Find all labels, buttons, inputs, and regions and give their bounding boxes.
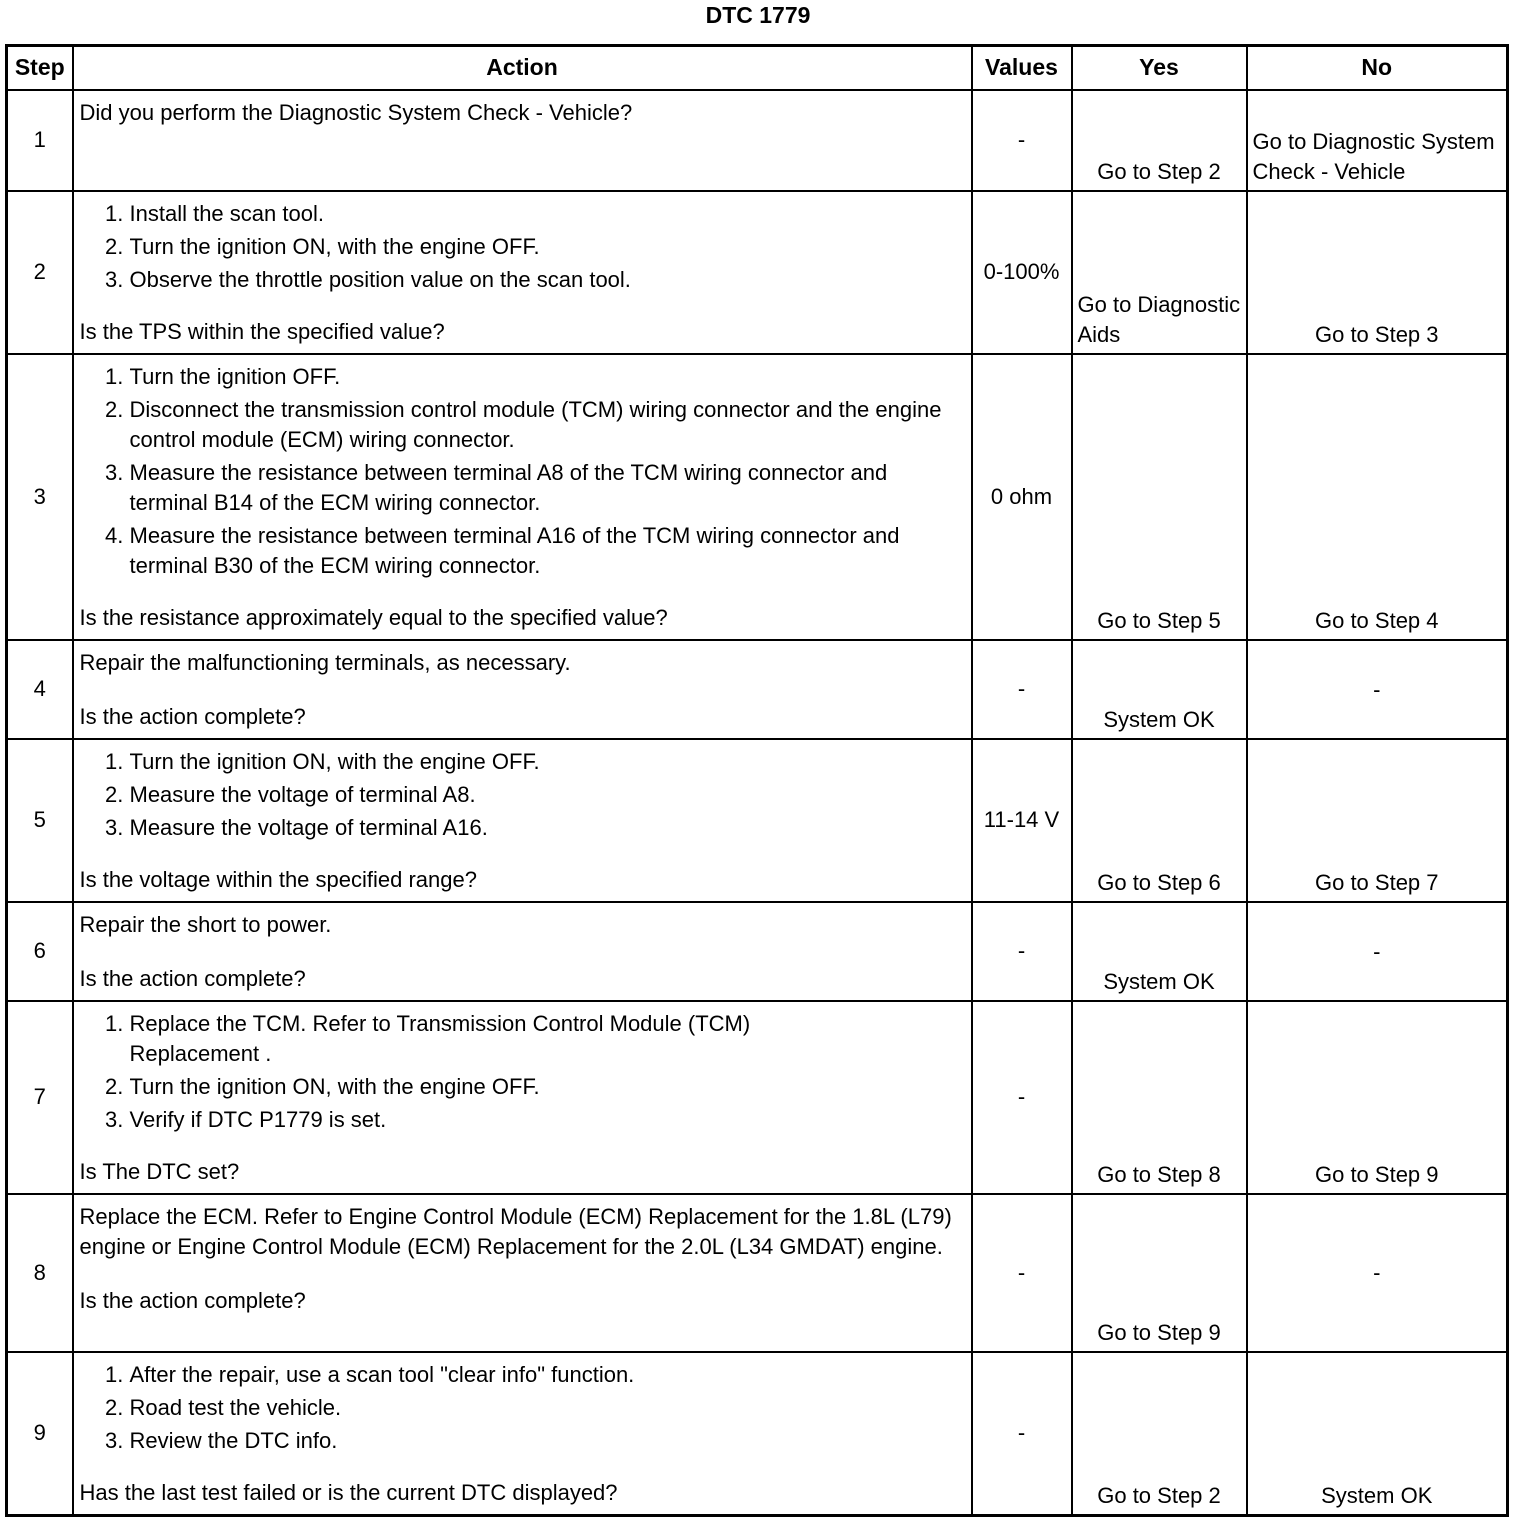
step-number: 2 [7, 191, 73, 354]
document-title: DTC 1779 [705, 2, 811, 28]
action-step: 2. Turn the ignition ON, with the engine OFF. [130, 232, 965, 262]
header-step: Step [7, 46, 73, 90]
no-cell: - [1247, 1194, 1508, 1352]
diagnostic-table [5, 44, 1509, 1517]
table-row [7, 640, 1508, 739]
values-cell: - [972, 1001, 1072, 1194]
action-step: 1. After the repair, use a scan tool "clear info" function. [130, 1360, 965, 1390]
action-question: Is the resistance approximately equal to the specified value? [79, 604, 668, 630]
values-cell: - [972, 1352, 1072, 1516]
table-row [7, 739, 1508, 902]
table-row [7, 1194, 1508, 1352]
yes-cell: System OK [1072, 902, 1247, 1001]
action-cell [73, 1194, 972, 1352]
action-cell [73, 191, 972, 354]
action-step: 1. Turn the ignition OFF. [130, 362, 965, 392]
action-question: Is the TPS within the specified value? [79, 318, 445, 344]
table-header-row [7, 46, 1508, 90]
action-steps [80, 1360, 965, 1456]
no-cell: - [1247, 640, 1508, 739]
step-number: 8 [7, 1194, 73, 1352]
values-cell: - [972, 1194, 1072, 1352]
values-cell: 0 ohm [972, 354, 1072, 640]
step-number: 5 [7, 739, 73, 902]
header-action: Action [73, 46, 972, 90]
action-step: 3. Observe the throttle position value on the scan tool. [130, 265, 965, 295]
table-row [7, 902, 1508, 1001]
yes-cell: Go to Diagnostic Aids [1072, 191, 1247, 354]
table-row [7, 90, 1508, 191]
action-cell [73, 739, 972, 902]
header-values: Values [972, 46, 1072, 90]
action-question: Is the action complete? [79, 965, 306, 991]
values-cell: 0-100% [972, 191, 1072, 354]
step-number: 7 [7, 1001, 73, 1194]
action-cell [73, 902, 972, 1001]
action-cell [73, 90, 972, 191]
action-step: 2. Road test the vehicle. [130, 1393, 965, 1423]
action-cell [73, 1001, 972, 1194]
step-number: 9 [7, 1352, 73, 1516]
action-text: Repair the malfunctioning terminals, as necessary. [79, 649, 571, 675]
action-text: Repair the short to power. [79, 911, 332, 937]
action-cell [73, 1352, 972, 1516]
no-cell: Go to Step 7 [1247, 739, 1508, 902]
no-cell: Go to Diagnostic System Check - Vehicle [1247, 90, 1508, 191]
values-cell: - [972, 90, 1072, 191]
action-cell [73, 640, 972, 739]
action-step: 1. Install the scan tool. [130, 199, 965, 229]
table-row [7, 1352, 1508, 1516]
yes-cell: Go to Step 6 [1072, 739, 1247, 902]
step-number: 4 [7, 640, 73, 739]
action-question: Is the action complete? [79, 1287, 306, 1313]
action-text: Did you perform the Diagnostic System Check - Vehicle? [79, 99, 633, 125]
action-question: Is the voltage within the specified range? [79, 866, 477, 892]
action-step: 3. Measure the resistance between terminal A8 of the TCM wiring connector and terminal B14 of the ECM wiring connector. [130, 458, 965, 518]
action-step: 3. Measure the voltage of terminal A16. [130, 813, 965, 843]
table-row [7, 354, 1508, 640]
step-number: 3 [7, 354, 73, 640]
action-steps [80, 1009, 965, 1135]
step-number: 6 [7, 902, 73, 1001]
action-steps [80, 747, 965, 843]
action-step: 3. Review the DTC info. [130, 1426, 965, 1456]
yes-cell: Go to Step 8 [1072, 1001, 1247, 1194]
header-yes: Yes [1072, 46, 1247, 90]
no-cell: Go to Step 3 [1247, 191, 1508, 354]
no-cell: Go to Step 9 [1247, 1001, 1508, 1194]
action-cell [73, 354, 972, 640]
action-steps [80, 199, 965, 295]
action-step: 2. Turn the ignition ON, with the engine OFF. [130, 1072, 845, 1102]
action-question: Is the action complete? [79, 703, 306, 729]
table-row [7, 191, 1508, 354]
yes-cell: Go to Step 9 [1072, 1194, 1247, 1352]
yes-cell: Go to Step 5 [1072, 354, 1247, 640]
values-cell: 11-14 V [972, 739, 1072, 902]
no-cell: Go to Step 4 [1247, 354, 1508, 640]
yes-cell: Go to Step 2 [1072, 90, 1247, 191]
action-question: Is The DTC set? [79, 1158, 240, 1184]
action-step: 3. Verify if DTC P1779 is set. [130, 1105, 845, 1135]
action-step: 4. Measure the resistance between terminal A16 of the TCM wiring connector and terminal B30 of the ECM wiring connector. [130, 521, 965, 581]
values-cell: - [972, 640, 1072, 739]
action-step: 1. Turn the ignition ON, with the engine OFF. [130, 747, 965, 777]
no-cell: - [1247, 902, 1508, 1001]
yes-cell: Go to Step 2 [1072, 1352, 1247, 1516]
action-question: Has the last test failed or is the current DTC displayed? [79, 1479, 618, 1505]
header-no: No [1247, 46, 1508, 90]
action-step: 1. Replace the TCM. Refer to Transmission Control Module (TCM) Replacement . [130, 1009, 845, 1069]
table-row [7, 1001, 1508, 1194]
action-step: 2. Disconnect the transmission control module (TCM) wiring connector and the engine control module (ECM) wiring connector. [130, 395, 965, 455]
step-number: 1 [7, 90, 73, 191]
action-steps [80, 362, 965, 581]
action-step: 2. Measure the voltage of terminal A8. [130, 780, 965, 810]
no-cell: System OK [1247, 1352, 1508, 1516]
action-text: Replace the ECM. Refer to Engine Control Module (ECM) Replacement for the 1.8L (L79) engine or Engine Control Module (ECM) Replacement for the 2.0L (L34 GMDAT) engine. [79, 1203, 952, 1259]
values-cell: - [972, 902, 1072, 1001]
yes-cell: System OK [1072, 640, 1247, 739]
